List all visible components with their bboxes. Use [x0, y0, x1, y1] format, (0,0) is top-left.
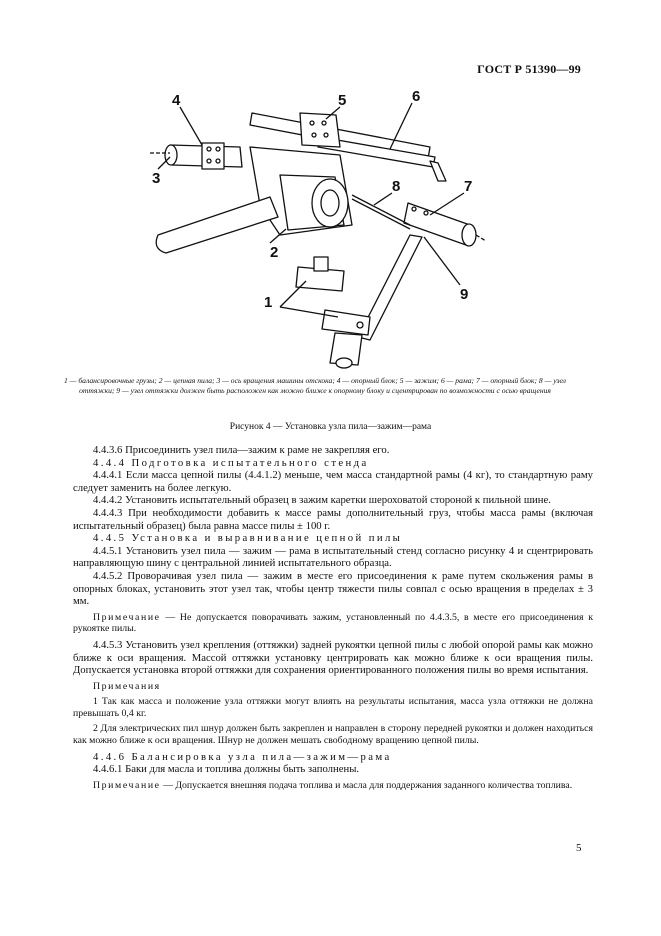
notes-item-1: 1 Так как масса и положение узла оттяжки могут влиять на результаты испытания, масса узла оттяжки не должна превышать 0,4 кг.	[73, 696, 593, 719]
callout-5: 5	[338, 92, 347, 109]
page-number: 5	[576, 842, 582, 854]
note-1-text: — Не допускается поворачивать зажим, установленный по 4.4.3.5, в месте его присоединения к рукоятке пилы.	[73, 611, 593, 635]
paragraph-4453: 4.4.5.3 Установить узел крепления (оттяжки) задней рукоятки цепной пилы с любой опорой рамы как можно ближе к оси вращения. Массой оттяжки установку центрировать как можно ближе к оси вращения пилы. Допускается установка второй оттяжки для сохранения ориентированного положения пилы во время испытания.	[73, 638, 593, 677]
callout-6: 6	[412, 88, 421, 105]
heading-444: 4.4.4 Подготовка испытательного стенда	[93, 456, 369, 469]
callout-1: 1	[264, 294, 273, 311]
note-2	[73, 780, 593, 792]
saw-assembly-drawing	[130, 85, 530, 370]
heading-446: 4.4.6 Балансировка узла пила—зажим—рама	[93, 750, 392, 763]
callout-4: 4	[172, 92, 181, 109]
heading-445: 4.4.5 Установка и выравнивание цепной пилы	[93, 532, 403, 545]
figure-caption: 1 — балансировочные грузы; 2 — цепная пила; 3 — ось вращения машины отскока; 4 — опорный блок; 5 — зажим; 6 — рама; 7 — опорный блок; 8 — узел оттяжки; 9 — узел оттяжки должен быть расположен как можно ближе к опорному блоку и сцентрирован по возможности с осью вращения	[63, 376, 566, 395]
figure-title: Рисунок 4 — Установка узла пила—зажим—рама	[229, 422, 432, 432]
callout-8: 8	[392, 178, 401, 195]
paragraph-4451: 4.4.5.1 Установить узел пила — зажим — рама в испытательный стенд согласно рисунку 4 и сцентрировать направляющую шину с центральной линией испытательного образца.	[73, 544, 593, 570]
paragraph-4461: 4.4.6.1 Баки для масла и топлива должны быть заполнены.	[93, 763, 360, 776]
figure-saw-assembly	[130, 85, 530, 370]
note-1	[73, 612, 593, 635]
notes-item-2: 2 Для электрических пил шнур должен быть закреплен и направлен в сторону передней рукоятки и должен находиться как можно ближе к оси вращения. Шнур не должен мешать свободному вращению цепной пилы.	[73, 723, 593, 747]
notes-title: Примечания	[93, 680, 161, 692]
note-2-lead: Примечание	[93, 779, 161, 791]
callout-2: 2	[270, 244, 279, 261]
callout-3: 3	[152, 170, 161, 187]
paragraph-4443: 4.4.4.3 При необходимости добавить к массе рамы дополнительный груз, чтобы масса рамы (включая испытательный образец) была равна массе пилы ± 100 г.	[73, 506, 593, 532]
note-1-lead: Примечание	[93, 611, 161, 623]
document-header: ГОСТ Р 51390—99	[477, 62, 581, 76]
paragraph-4436: 4.4.3.6 Присоединить узел пила—зажим к раме не закрепляя его.	[93, 444, 390, 456]
paragraph-4452: 4.4.5.2 Проворачивая узел пила — зажим в месте его присоединения к раме путем скольжения рамы в опорных блоках, установить этот узел так, чтобы центр тяжести пилы совпал с осью вращения в пределах ± 3 мм.	[73, 569, 593, 608]
document-body	[73, 444, 593, 791]
callout-9: 9	[460, 286, 469, 303]
note-2-text: — Допускается внешняя подача топлива и масла для поддержания заданного количества топлива.	[160, 779, 573, 791]
paragraph-4442: 4.4.4.2 Установить испытательный образец в зажим каретки шероховатой стороной к пильной шине.	[93, 494, 551, 507]
paragraph-4441: 4.4.4.1 Если масса цепной пилы (4.4.1.2) меньше, чем масса стандартной рамы (4 кг), то стандартную раму следует заменить на более легкую.	[73, 469, 593, 494]
callout-7: 7	[464, 178, 473, 195]
